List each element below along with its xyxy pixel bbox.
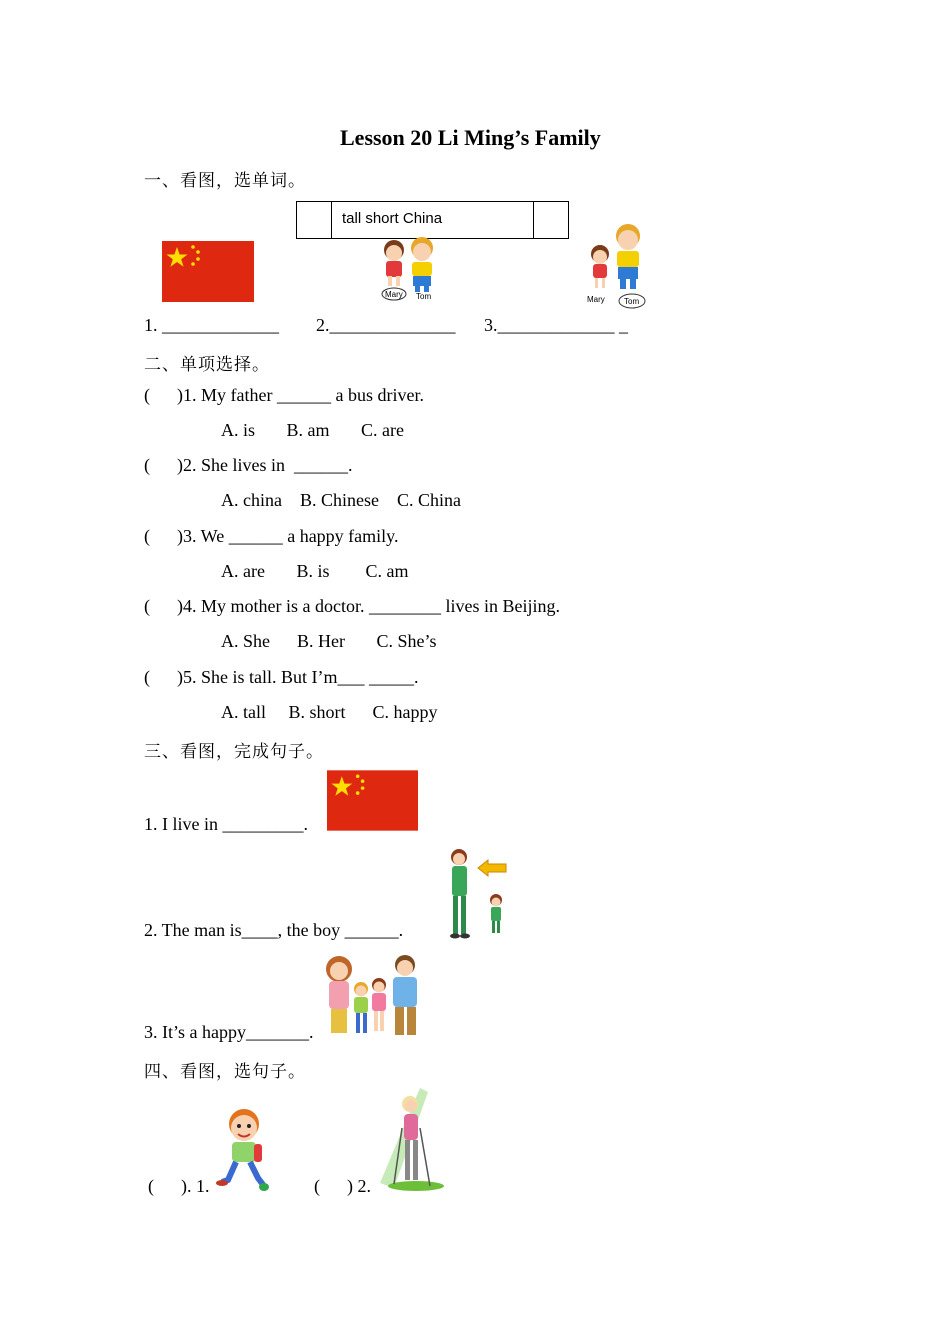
choice-item-1[interactable]: ( ). 1. (148, 1176, 210, 1196)
mary-label-2: Mary (587, 295, 605, 304)
mary-label: Mary (385, 290, 403, 299)
china-flag-image-2 (327, 770, 418, 831)
word-box (296, 201, 569, 239)
china-flag-image (162, 241, 254, 302)
options-2[interactable]: A. china B. Chinese C. China (221, 490, 461, 510)
section-heading-2: 二、单项选择。 (144, 355, 270, 375)
sentence-1[interactable]: 1. I live in _________. (144, 814, 308, 834)
blank-2[interactable]: 2.______________ (316, 315, 456, 335)
question-1: ( )1. My father ______ a bus driver. (144, 385, 424, 405)
question-5: ( )5. She is tall. But I’m___ _____. (144, 667, 419, 687)
question-4: ( )4. My mother is a doctor. ________ lives in Beijing. (144, 596, 560, 616)
choice-item-2[interactable]: ( ) 2. (314, 1176, 371, 1196)
mary-tom-image (374, 236, 446, 304)
sentence-2[interactable]: 2. The man is____, the boy ______. (144, 920, 404, 940)
section-heading-3: 三、看图，完成句子。 (144, 742, 324, 762)
sentence-3[interactable]: 3. It’s a happy_______. (144, 1022, 314, 1042)
man-and-boy-image (444, 848, 510, 940)
question-3: ( )3. We ______ a happy family. (144, 526, 399, 546)
family-image (321, 953, 427, 1039)
word-box-text: tall short China (342, 210, 443, 227)
page-title: Lesson 20 Li Ming’s Family (340, 125, 601, 150)
options-3[interactable]: A. are B. is C. am (221, 561, 409, 581)
options-1[interactable]: A. is B. am C. are (221, 420, 404, 440)
options-5[interactable]: A. tall B. short C. happy (221, 702, 438, 722)
mary-tom-height-image (582, 222, 652, 310)
question-2: ( )2. She lives in ______. (144, 455, 353, 475)
boy-running-image (214, 1106, 270, 1194)
tom-label-2: Tom (624, 297, 640, 306)
woman-hiking-image (380, 1088, 446, 1194)
tom-label: Tom (416, 292, 432, 301)
blank-3[interactable]: 3._____________ _ (484, 315, 628, 335)
section-heading-1: 一、看图，选单词。 (144, 171, 306, 191)
options-4[interactable]: A. She B. Her C. She’s (221, 631, 437, 651)
section-heading-4: 四、看图，选句子。 (144, 1062, 306, 1082)
blank-1[interactable]: 1. _____________ (144, 315, 279, 335)
